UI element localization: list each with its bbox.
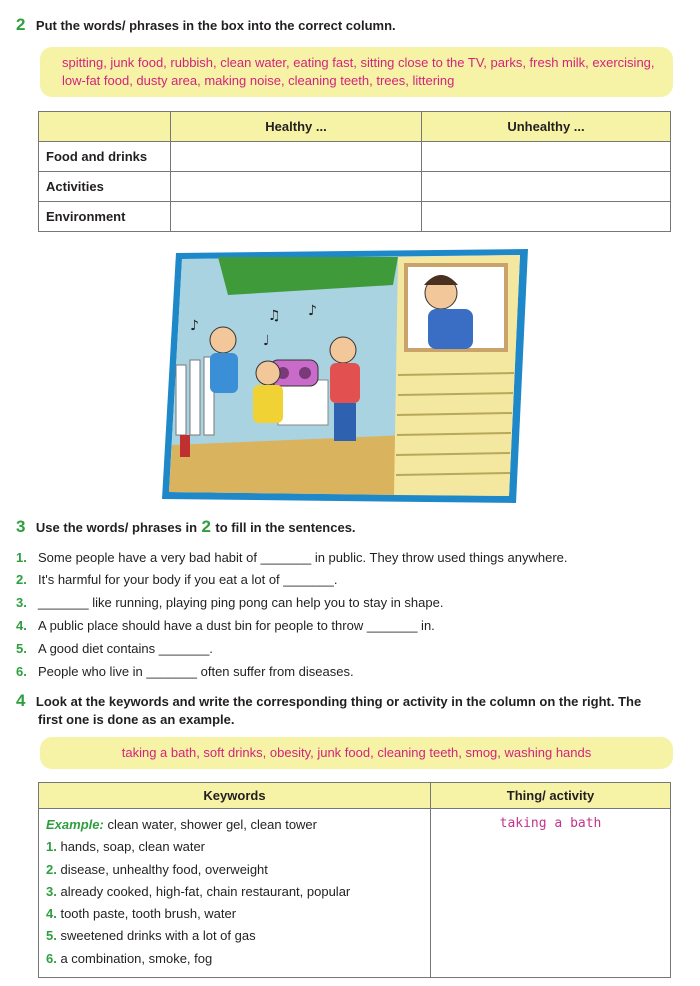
ex4-heading [16,692,686,729]
ex4-instruction-line1: Look at the keywords and write the corresponding thing or activity in the column on the right. The [35,694,642,709]
ex2-row-label-environment: Environment [39,202,171,232]
ex3-instruction-post: to fill in the sentences. [215,520,356,535]
ex2-cell-healthy-environment[interactable] [171,202,422,232]
list-item [16,641,213,657]
ex3-item-number: 3. [16,595,27,610]
ex4-keywords: a combination, smoke, fog [60,950,213,966]
ex2-heading [16,15,396,35]
ex4-example-label: Example: [46,817,104,832]
table-row [39,172,671,202]
ex3-heading [16,517,356,537]
ex3-instruction-ref: 2 [201,517,211,536]
table-row [39,142,671,172]
ex4-item-number: 1. [46,839,57,855]
ex3-sentence: A good diet contains _______. [38,641,213,656]
list-item [46,903,423,925]
list-item [46,836,423,858]
ex4-keywords: already cooked, high-fat, chain restaurant, popular [60,883,351,899]
list-item [16,550,568,566]
ex4-item-number: 3. [46,883,57,899]
ex4-answer-cell[interactable] [431,809,671,978]
ex2-instruction: Put the words/ phrases in the box into the correct column. [35,18,396,33]
ex3-item-number: 5. [16,641,27,656]
svg-text:♪: ♪ [190,318,199,334]
ex4-item-number: 6. [46,950,57,966]
noise-illustration [158,245,533,507]
ex3-item-number: 6. [16,664,27,679]
ex4-keywords: tooth paste, tooth brush, water [60,906,237,922]
ex4-word-box [40,737,673,769]
list-item [16,595,443,611]
svg-text:♪: ♪ [308,303,317,319]
list-item [16,618,435,634]
list-item [16,572,338,588]
ex2-header-healthy: Healthy ... [171,112,422,142]
table-row [39,202,671,232]
ex4-word-box-text: taking a bath, soft drinks, obesity, junk food, cleaning teeth, smog, washing hands [121,745,592,760]
ex4-table [38,782,671,978]
ex4-table-header-row [39,783,671,809]
ex2-cell-unhealthy-environment[interactable] [422,202,671,232]
ex2-row-label-activities: Activities [39,172,171,202]
ex4-example-answer: taking a bath [499,816,602,831]
list-item [46,925,423,947]
list-item [16,664,354,680]
list-item [46,859,423,881]
ex2-cell-healthy-activities[interactable] [171,172,422,202]
ex2-table [38,111,671,232]
ex4-header-keywords: Keywords [39,783,431,809]
svg-text:♩: ♩ [263,333,270,349]
ex4-keywords: disease, unhealthy food, overweight [60,861,268,877]
list-item [46,948,423,970]
list-item [46,881,423,903]
ex2-word-box [40,47,673,97]
ex3-sentence: A public place should have a dust bin for people to throw _______ in. [38,618,435,633]
ex4-keywords-cell [39,809,431,978]
ex2-cell-healthy-food[interactable] [171,142,422,172]
ex3-item-number: 2. [16,572,27,587]
ex2-number: 2 [16,15,26,34]
ex3-sentence: People who live in _______ often suffer from diseases. [38,664,354,679]
ex2-table-header-row [39,112,671,142]
ex4-item-number: 4. [46,906,57,922]
ex3-sentence: It's harmful for your body if you eat a lot of _______. [38,572,338,587]
party-scene-image [158,245,533,507]
ex3-number: 3 [16,517,26,536]
ex4-number: 4 [16,691,26,710]
ex3-item-number: 1. [16,550,27,565]
ex4-header-thing: Thing/ activity [431,783,671,809]
ex4-instruction-line2: first one is done as an example. [38,712,235,727]
ex2-cell-unhealthy-food[interactable] [422,142,671,172]
ex4-example-text: clean water, shower gel, clean tower [107,817,317,832]
ex4-item-number: 5. [46,928,57,944]
ex3-instruction-pre: Use the words/ phrases in [35,520,198,535]
ex3-sentence: Some people have a very bad habit of _______ in public. They throw used things anywhere. [38,550,568,565]
ex2-row-label-food: Food and drinks [39,142,171,172]
ex3-sentence: _______ like running, playing ping pong can help you to stay in shape. [38,595,444,610]
ex4-item-number: 2. [46,861,57,877]
ex4-keywords: hands, soap, clean water [60,839,206,855]
ex2-cell-unhealthy-activities[interactable] [422,172,671,202]
ex2-header-blank [39,112,171,142]
list-item [46,814,423,836]
ex2-word-box-text: spitting, junk food, rubbish, clean water, eating fast, sitting close to the TV, parks, fresh milk, exercising, low-fat food, dusty area, making noise, cleaning teeth, trees, littering [62,55,655,88]
ex3-item-number: 4. [16,618,27,633]
table-row [39,809,671,978]
ex2-header-unhealthy: Unhealthy ... [422,112,671,142]
ex4-keywords: sweetened drinks with a lot of gas [60,928,256,944]
svg-text:♫: ♫ [268,308,281,324]
